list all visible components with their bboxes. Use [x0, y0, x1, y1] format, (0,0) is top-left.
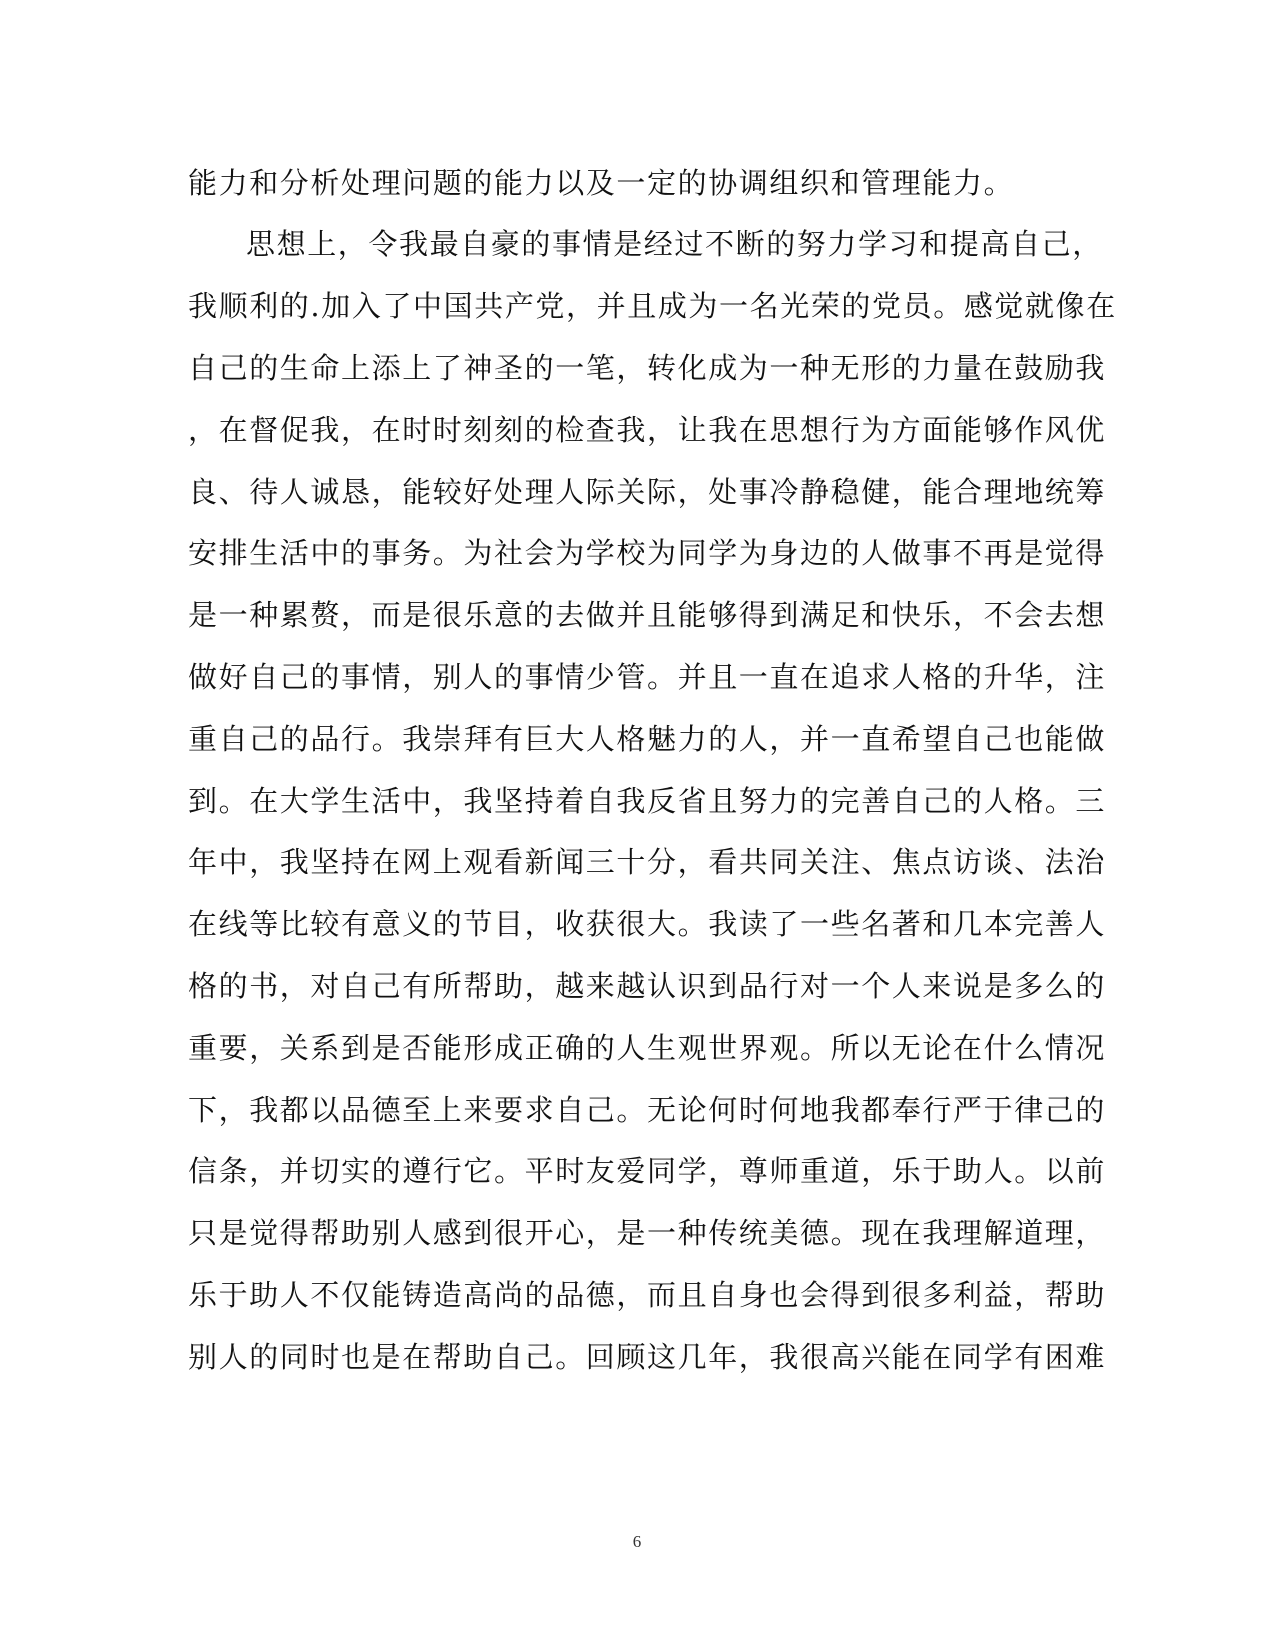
text-line: 信条，并切实的遵行它。平时友爱同学，尊师重道，乐于助人。以前: [188, 1154, 1107, 1188]
text-line: 只是觉得帮助别人感到很开心，是一种传统美德。现在我理解道理，: [188, 1216, 1107, 1250]
text-line: 在线等比较有意义的节目，收获很大。我读了一些名著和几本完善人: [188, 907, 1107, 941]
text-line: 下，我都以品德至上来要求自己。无论何时何地我都奉行严于律己的: [188, 1093, 1107, 1127]
text-line: 重要，关系到是否能形成正确的人生观世界观。所以无论在什么情况: [188, 1031, 1107, 1065]
text-line: 到。在大学生活中，我坚持着自我反省且努力的完善自己的人格。三: [188, 784, 1107, 818]
text-line: 是一种累赘，而是很乐意的去做并且能够得到满足和快乐，不会去想: [188, 598, 1107, 632]
text-line: 格的书，对自己有所帮助，越来越认识到品行对一个人来说是多么的: [188, 969, 1107, 1003]
text-line: 良、待人诚恳，能较好处理人际关际，处事冷静稳健，能合理地统筹: [188, 475, 1107, 509]
text-line: ，在督促我，在时时刻刻的检查我，让我在思想行为方面能够作风优: [188, 413, 1107, 447]
paragraph-first-line: 思想上，令我最自豪的事情是经过不断的努力学习和提高自己，: [246, 227, 1103, 261]
text-line: 年中，我坚持在网上观看新闻三十分，看共同关注、焦点访谈、法治: [188, 845, 1107, 879]
page-number: 6: [632, 1532, 642, 1551]
text-line: 别人的同时也是在帮助自己。回顾这几年，我很高兴能在同学有困难: [188, 1340, 1107, 1374]
text-line: 做好自己的事情，别人的事情少管。并且一直在追求人格的升华，注: [188, 660, 1107, 694]
text-line: 我顺利的.加入了中国共产党，并且成为一名光荣的党员。感觉就像在: [188, 289, 1117, 323]
text-line: 自己的生命上添上了神圣的一笔，转化成为一种无形的力量在鼓励我: [188, 351, 1107, 385]
text-line: 能力和分析处理问题的能力以及一定的协调组织和管理能力。: [188, 166, 1015, 200]
text-line: 乐于助人不仅能铸造高尚的品德，而且自身也会得到很多利益，帮助: [188, 1278, 1107, 1312]
text-line: 安排生活中的事务。为社会为学校为同学为身边的人做事不再是觉得: [188, 536, 1107, 570]
text-line: 重自己的品行。我崇拜有巨大人格魅力的人，并一直希望自己也能做: [188, 722, 1107, 756]
